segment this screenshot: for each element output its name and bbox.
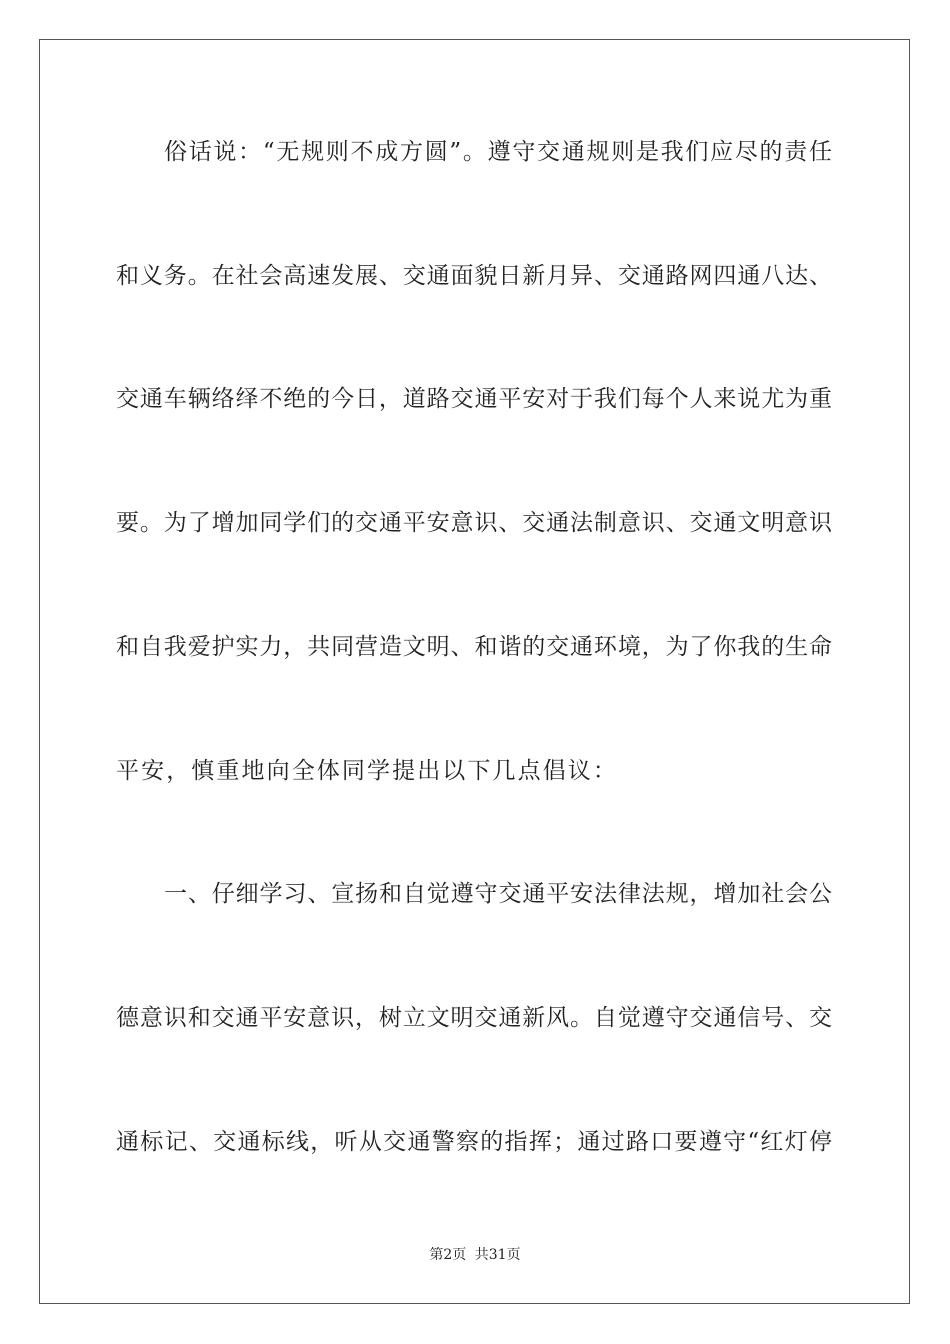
page-footer — [0, 1246, 950, 1264]
paragraph-line: 德意识和交通平安意识，树立文明交通新风。自觉遵守交通信号、交 — [116, 1005, 832, 1031]
paragraph-line: 和自我爱护实力，共同营造文明、和谐的交通环境，为了你我的生命 — [116, 634, 832, 660]
paragraph-line: 俗话说：“无规则不成方圆”。遵守交通规则是我们应尽的责任 — [164, 139, 832, 165]
total-pages-label: 共31页 — [474, 1247, 521, 1263]
paragraph-line: 平安，慎重地向全体同学提出以下几点倡议： — [116, 758, 618, 784]
current-page-label: 第2页 — [429, 1247, 467, 1263]
paragraph-line: 和义务。在社会高速发展、交通面貌日新月异、交通路网四通八达、 — [116, 263, 832, 289]
page-border — [39, 39, 910, 1304]
paragraph-line: 通标记、交通标线，听从交通警察的指挥；通过路口要遵守“红灯停 — [116, 1129, 832, 1155]
paragraph-line: 一、仔细学习、宣扬和自觉遵守交通平安法律法规，增加社会公 — [164, 881, 832, 907]
paragraph-line: 要。为了增加同学们的交通平安意识、交通法制意识、交通文明意识 — [116, 510, 832, 536]
paragraph-line: 交通车辆络绎不绝的今日，道路交通平安对于我们每个人来说尤为重 — [116, 386, 832, 412]
